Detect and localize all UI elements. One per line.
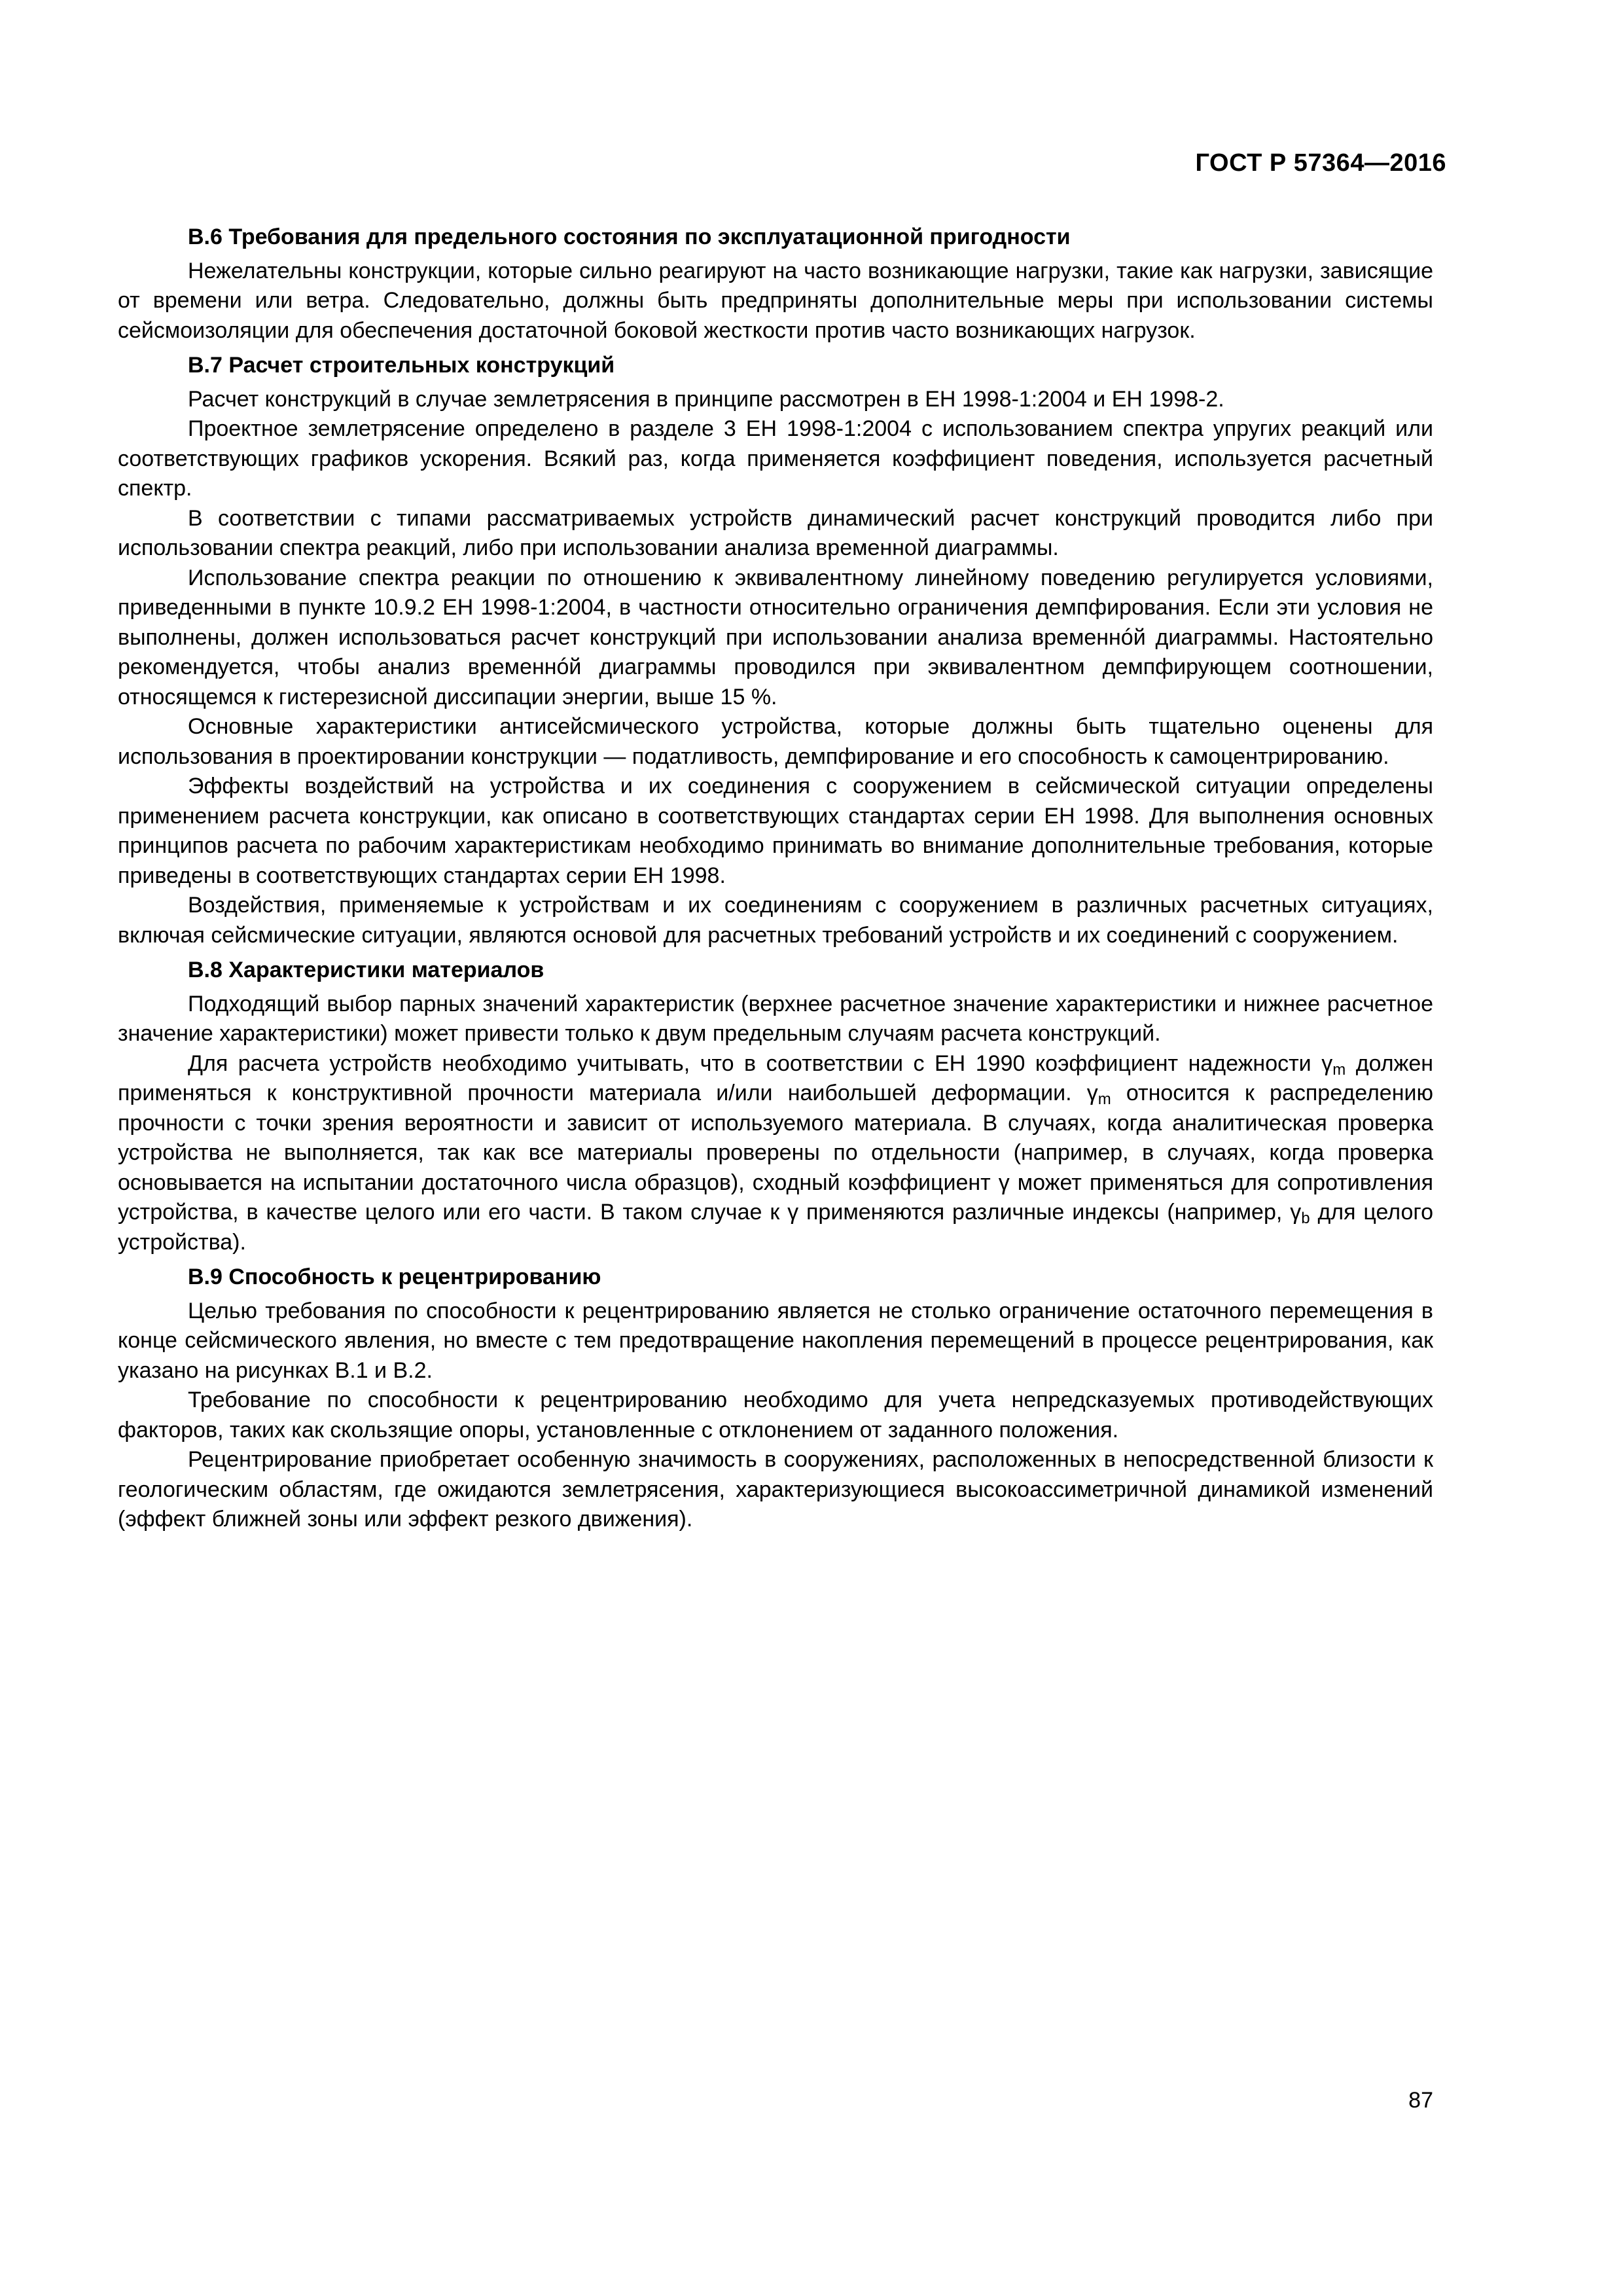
text-run: может применяться для сопротивления устройства, в качестве целого или его части. В таком случае к [118, 1170, 1434, 1225]
paragraph: Основные характеристики антисейсмического устройства, которые должны быть тщательно оценены для использования в проектировании конструкции — податливость, демпфирование и его способность к самоцентрированию. [118, 714, 1433, 769]
section-heading-b8: В.8 Характеристики материалов [188, 958, 544, 982]
section-heading-b9: В.9 Способность к рецентрированию [188, 1265, 601, 1289]
text-run: Для расчета устройств необходимо учитывать, что в соответствии с ЕН 1990 коэффициент надежности [188, 1050, 1322, 1076]
document-body [118, 223, 1433, 1535]
gamma-symbol: γ [1290, 1200, 1302, 1225]
text-run: должен применяться к конструктивной прочности материала и/или наибольшей деформации. [118, 1050, 1434, 1105]
paragraph: Воздействия, применяемые к устройствам и их соединениям с сооружением в различных расчетных ситуациях, включая сейсмические ситуации, являются основой для расчетных требований устройств и их соединений с сооружением. [118, 893, 1433, 948]
text-run: относится к распределению прочности с точки зрения вероятности и зависит от используемого материала. В случаях, когда аналитическая проверка устройства не выполняется, так как все материалы проверены по отдельности (например, в случаях, когда проверка основывается на испытании достаточного числа образцов), сходный коэффициент [118, 1081, 1433, 1195]
subscript: b [1301, 1210, 1310, 1227]
document-id-header: ГОСТ Р 57364—2016 [1195, 149, 1446, 177]
paragraph: Эффекты воздействий на устройства и их соединения с сооружением в сейсмической ситуации определены применением расчета конструкции, как описано в соответствующих стандартах серии ЕН 1998. Для выполнения основных принципов расчета по рабочим характеристикам необходимо принимать во внимание дополнительные требования, которые приведены в соответствующих стандартах серии ЕН 1998. [118, 774, 1433, 888]
paragraph: Требование по способности к рецентрированию необходимо для учета непредсказуемых противодействующих факторов, таких как скользящие опоры, установленные с отклонением от заданного положения. [118, 1388, 1433, 1443]
paragraph: Расчет конструкций в случае землетрясения в принципе рассмотрен в ЕН 1998-1:2004 и ЕН 1998-2. [188, 386, 1224, 412]
paragraph: Рецентрирование приобретает особенную значимость в сооружениях, расположенных в непосредственной близости к геологическим областям, где ожидаются землетрясения, характеризующиеся высокоассиметричной динамикой изменений (эффект ближней зоны или эффект резкого движения). [118, 1447, 1433, 1532]
paragraph: Нежелательны конструкции, которые сильно реагируют на часто возникающие нагрузки, такие как нагрузки, зависящие от времени или ветра. Следовательно, должны быть предприняты дополнительные меры при использовании системы сейсмоизоляции для обеспечения достаточной боковой жесткости против часто возникающих нагрузок. [118, 258, 1433, 343]
paragraph: Целью требования по способности к рецентрированию является не столько ограничение остаточного перемещения в конце сейсмического явления, но вместе с тем предотвращение накопления перемещений в процессе рецентрирования, как указано на рисунках В.1 и В.2. [118, 1298, 1433, 1383]
gamma-symbol: γ [787, 1200, 799, 1225]
text-run: применяются различные индексы (например, [798, 1200, 1291, 1225]
paragraph-gamma-factor [118, 1049, 1433, 1258]
gamma-symbol: γ [1321, 1050, 1333, 1076]
subscript: m [1097, 1090, 1111, 1108]
page-number: 87 [1408, 2088, 1433, 2113]
paragraph: Подходящий выбор парных значений характеристик (верхнее расчетное значение характеристики и нижнее расчетное значение характеристики) может привести только к двум предельным случаям расчета конструкций. [118, 991, 1433, 1046]
subscript: m [1332, 1060, 1346, 1079]
section-heading-b7: В.7 Расчет строительных конструкций [188, 353, 615, 378]
paragraph: Использование спектра реакции по отношению к эквивалентному линейному поведению регулируется условиями, приведенными в пункте 10.9.2 ЕН 1998-1:2004, в частности относительно ограничения демпфирования. Если эти условия не выполнены, должен использоваться расчет конструкций при использовании анализа временнóй диаграммы. Настоятельно рекомендуется, чтобы анализ временнóй диаграммы проводился при эквивалентном демпфирующем соотношении, относящемся к гистерезисной диссипации энергии, выше 15 %. [118, 565, 1433, 709]
gamma-symbol: γ [1086, 1081, 1098, 1105]
paragraph: В соответствии с типами рассматриваемых устройств динамический расчет конструкций проводится либо при использовании спектра реакций, либо при использовании анализа временной диаграммы. [118, 505, 1433, 560]
section-heading-b6: В.6 Требования для предельного состояния по эксплуатационной пригодности [188, 224, 1071, 249]
gamma-symbol: γ [998, 1170, 1010, 1195]
paragraph: Проектное землетрясение определено в разделе 3 ЕН 1998-1:2004 с использованием спектра упругих реакций или соответствующих графиков ускорения. Всякий раз, когда применяется коэффициент поведения, используется расчетный спектр. [118, 416, 1433, 501]
text-run: для целого устройства). [118, 1200, 1433, 1255]
